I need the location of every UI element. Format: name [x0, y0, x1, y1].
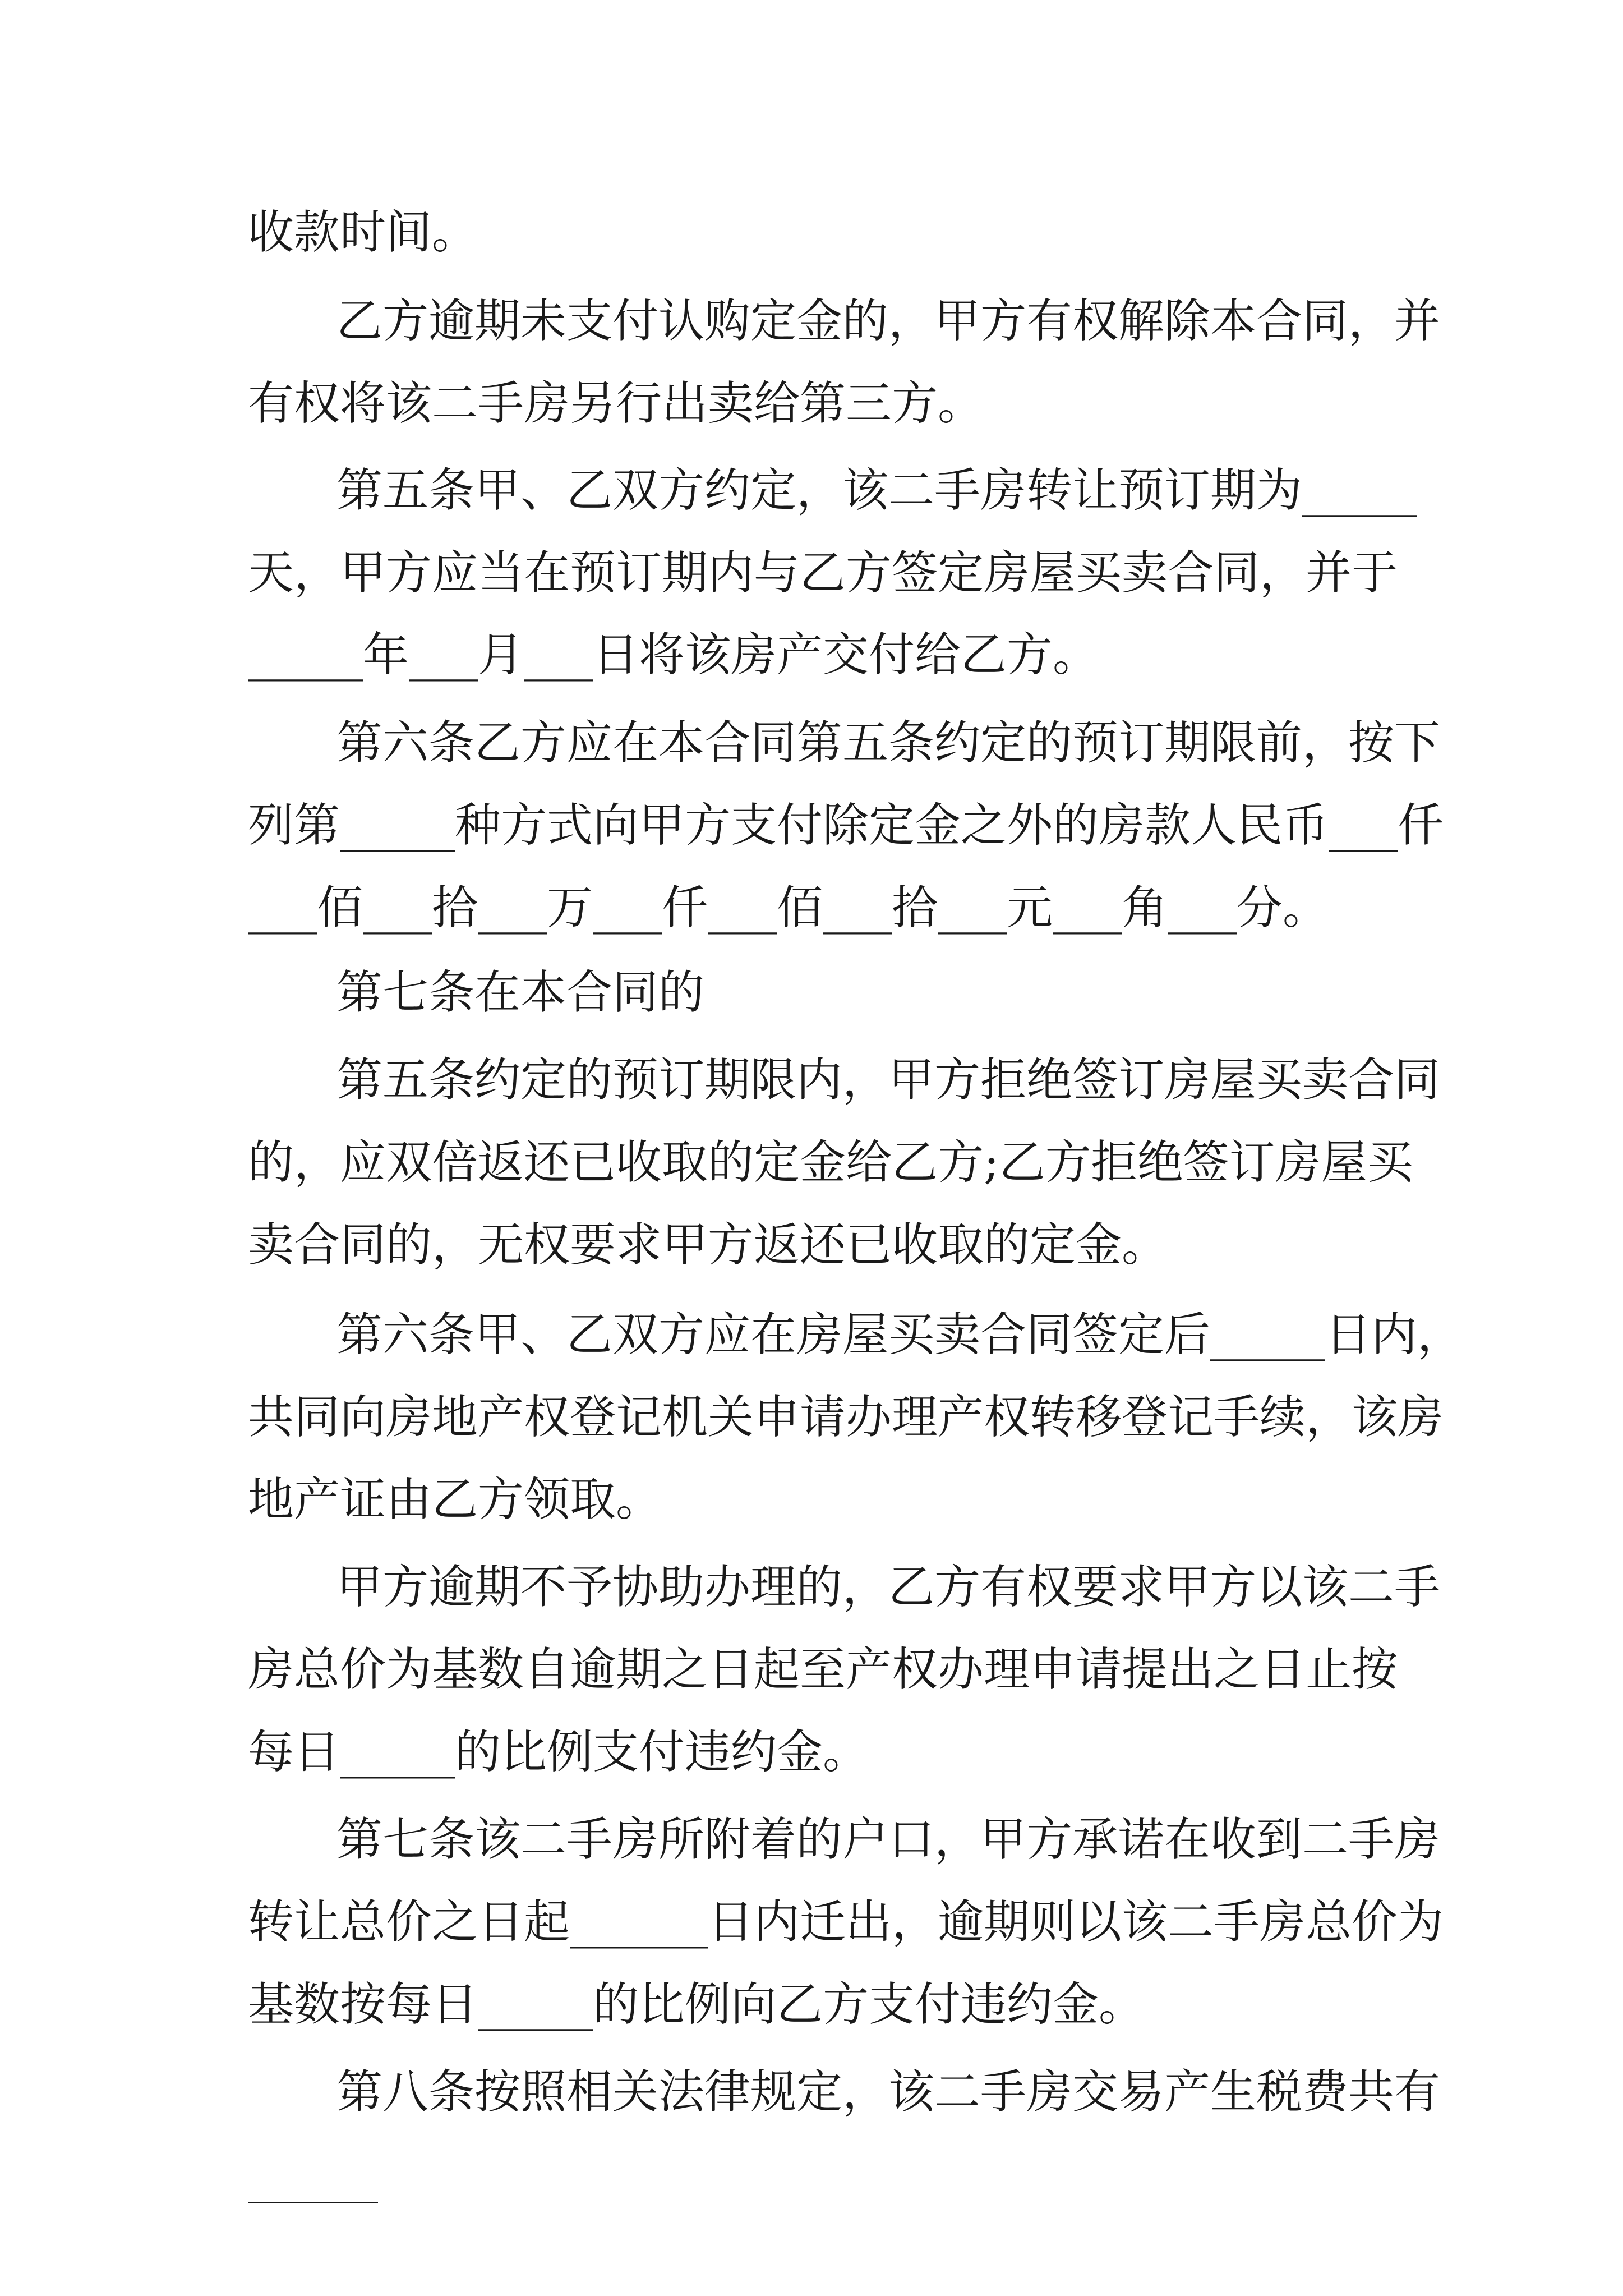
text-line	[248, 1883, 1623, 1962]
line-text: 第八条按照相关法律规定，该二手房交易产生税费共有	[336, 2065, 1441, 2119]
text-line	[248, 1713, 1623, 1792]
paragraph-first-line	[336, 1296, 1623, 1374]
line-text: 基数按每日_____的比例向乙方支付违约金。	[248, 1978, 1145, 2031]
line-text: 第六条乙方应在本合同第五条约定的预订期限前，按下	[336, 716, 1441, 770]
line-text: 第五条约定的预订期限内，甲方拒绝签订房屋买卖合同	[336, 1053, 1441, 1107]
paragraph-first-line	[336, 1548, 1623, 1627]
blank-underline	[248, 2202, 378, 2203]
paragraph-first-line	[336, 1041, 1623, 1120]
text-line	[248, 1461, 1623, 1539]
line-text: 第七条该二手房所附着的户口，甲方承诺在收到二手房	[336, 1813, 1441, 1866]
text-line	[248, 1631, 1623, 1709]
line-text: ___佰___拾___万___仟___佰___拾___元___角___分。	[248, 881, 1329, 935]
text-line	[248, 194, 1623, 272]
line-text: 第六条甲、乙双方应在房屋买卖合同签定后_____日内，	[336, 1308, 1464, 1361]
line-text: 列第_____种方式向甲方支付除定金之外的房款人民币___仟	[248, 799, 1444, 852]
line-text: 天，甲方应当在预订期内与乙方签定房屋买卖合同，并于	[248, 546, 1398, 600]
text-line	[248, 616, 1623, 694]
line-text: _____年___月___日将该房产交付给乙方。	[248, 628, 1099, 682]
paragraph-first-line	[336, 452, 1623, 530]
line-text: 转让总价之日起______日内迁出，逾期则以该二手房总价为	[248, 1895, 1444, 1949]
line-text: 地产证由乙方领取。	[248, 1473, 662, 1526]
text-line	[248, 786, 1623, 865]
text-line	[248, 365, 1623, 443]
text-line	[248, 1378, 1623, 1457]
paragraph-first-line	[336, 282, 1623, 361]
line-text: 的，应双倍返还已收取的定金给乙方;乙方拒绝签订房屋买	[248, 1136, 1413, 1189]
line-text: 共同向房地产权登记机关申请办理产权转移登记手续，该房	[248, 1391, 1444, 1444]
line-text: 房总价为基数自逾期之日起至产权办理申请提出之日止按	[248, 1643, 1398, 1696]
line-text: 每日_____的比例支付违约金。	[248, 1726, 869, 1779]
text-line	[248, 1966, 1623, 2044]
text-line	[248, 869, 1623, 947]
text-line	[248, 534, 1623, 613]
paragraph-first-line	[336, 2053, 1623, 2132]
paragraph-first-line	[336, 704, 1623, 783]
line-text: 有权将该二手房另行出卖给第三方。	[248, 377, 984, 430]
line-text: 甲方逾期不予协助办理的，乙方有权要求甲方以该二手	[336, 1561, 1441, 1614]
text-line	[248, 1124, 1623, 1202]
line-text: 第七条在本合同的	[336, 966, 705, 1019]
line-text: 收款时间。	[248, 206, 478, 259]
text-line	[248, 1206, 1623, 1285]
paragraph-first-line	[336, 954, 1623, 1032]
line-text: 卖合同的，无权要求甲方返还已收取的定金。	[248, 1218, 1168, 1272]
paragraph-first-line	[336, 1801, 1623, 1879]
line-text: 乙方逾期未支付认购定金的，甲方有权解除本合同，并	[336, 295, 1441, 348]
line-text: 第五条甲、乙双方约定，该二手房转让预订期为_____	[336, 464, 1418, 517]
